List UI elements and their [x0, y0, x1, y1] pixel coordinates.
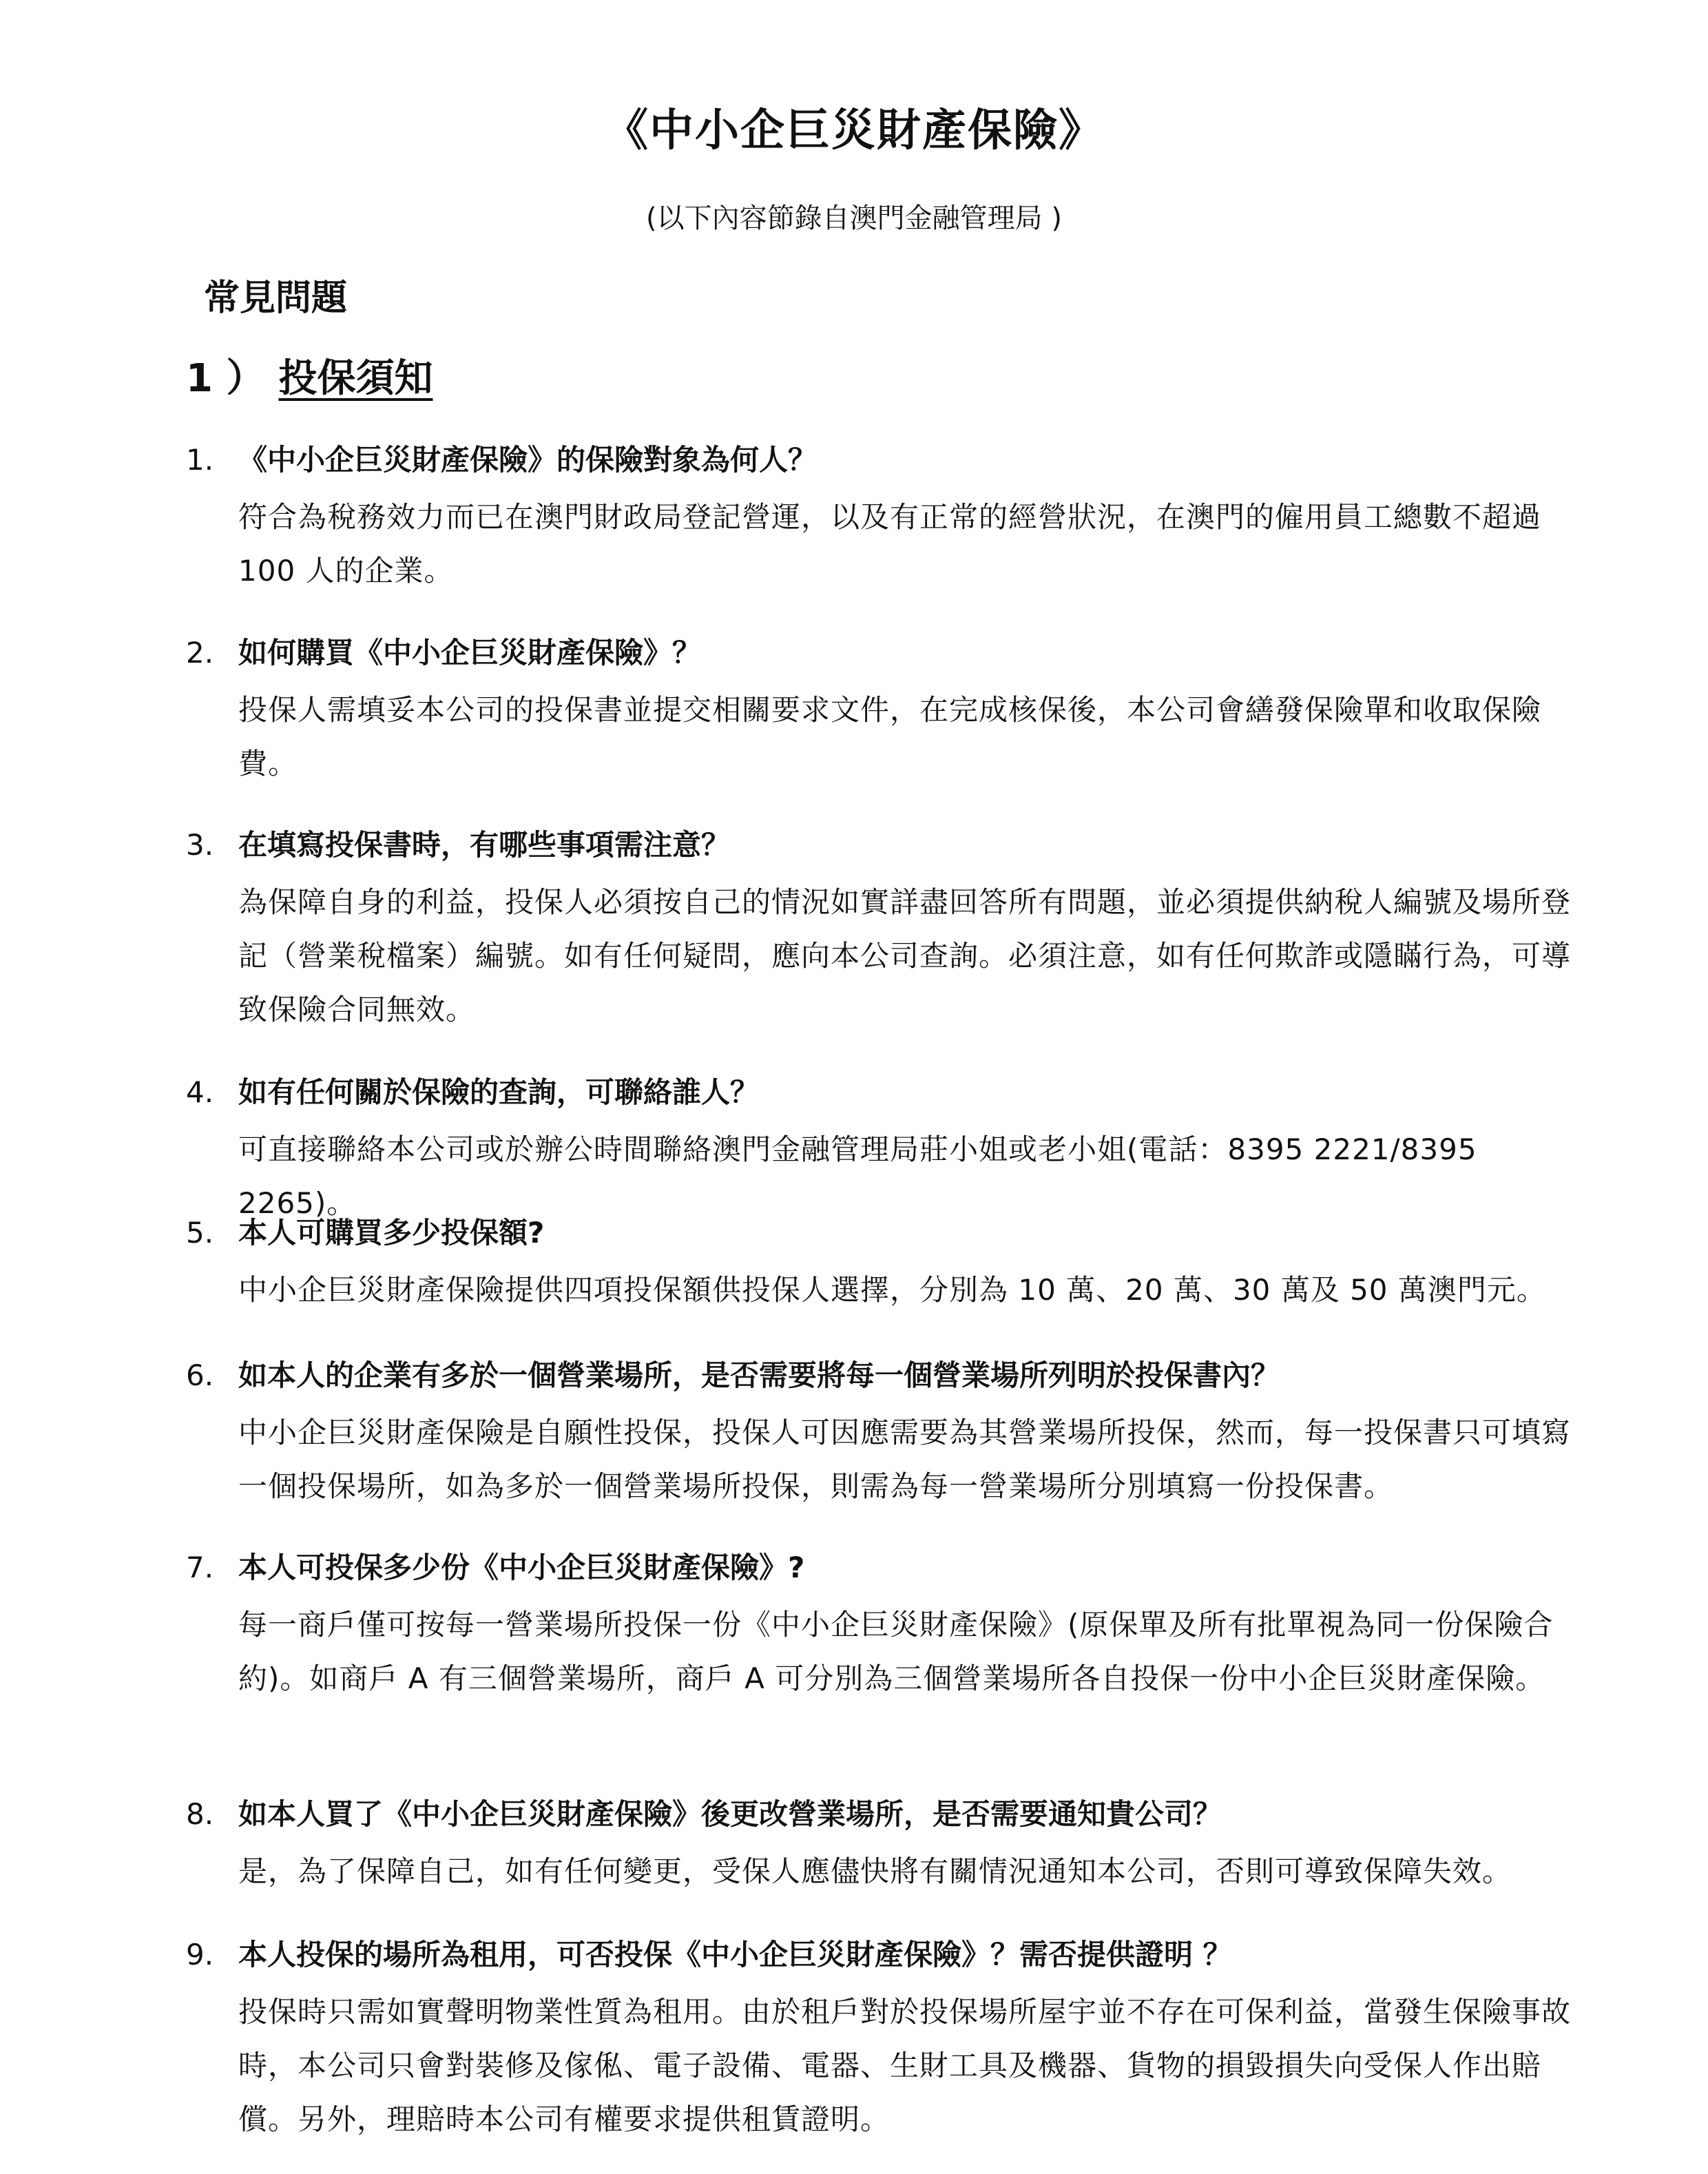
question-number: 2.	[186, 636, 214, 670]
qa-item-6	[186, 1355, 1591, 1513]
question-text: 本人可購買多少投保額?	[238, 1216, 545, 1250]
question-number: 9.	[186, 1938, 214, 1971]
question-number: 8.	[186, 1797, 214, 1831]
qa-item-1	[186, 439, 1591, 598]
question-text: 本人可投保多少份《中小企巨災財產保險》?	[238, 1551, 805, 1584]
question-number: 7.	[186, 1551, 214, 1584]
question	[186, 632, 1591, 674]
question-number: 1.	[186, 443, 214, 477]
document-title: 《中小企巨災財產保險》	[604, 105, 1104, 156]
question-text: 如本人買了《中小企巨災財產保險》後更改營業場所，是否需要通知貴公司？	[238, 1797, 1222, 1831]
question	[186, 825, 1591, 866]
question-text: 本人投保的場所為租用，可否投保《中小企巨災財產保險》？需否提供證明 ？	[238, 1938, 1232, 1971]
answer-text: 投保時只需如實聲明物業性質為租用。由於租戶對於投保場所屋宇並不存在可保利益，當發生保險事故時，本公司只會對裝修及傢俬、電子設備、電器、生財工具及機器、貨物的損毀損失向受保人作出賠償。另外，理賠時本公司有權要求提供租賃證明。	[238, 1995, 1572, 2136]
qa-item-8	[186, 1794, 1591, 1898]
question-text: 在填寫投保書時，有哪些事項需注意？	[238, 828, 731, 862]
question-text: 如本人的企業有多於一個營業場所，是否需要將每一個營業場所列明於投保書內？	[238, 1358, 1280, 1392]
qa-item-5	[186, 1212, 1591, 1317]
question	[186, 1547, 1591, 1588]
question-text: 《中小企巨災財產保險》的保險對象為何人？	[238, 443, 817, 477]
section-number: 1 ）	[186, 356, 265, 401]
answer-text: 投保人需填妥本公司的投保書並提交相關要求文件，在完成核保後，本公司會繕發保險單和收取保險費。	[238, 693, 1542, 780]
question-number: 5.	[186, 1216, 214, 1250]
section-heading	[186, 348, 433, 403]
qa-item-9	[186, 1934, 1591, 2146]
qa-item-3	[186, 825, 1591, 1037]
question	[186, 1212, 1591, 1254]
answer-text: 是，為了保障自己，如有任何變更，受保人應儘快將有關情況通知本公司，否則可導致保障失效。	[238, 1854, 1512, 1888]
document-subtitle: (以下內容節錄自澳門金融管理局 )	[646, 203, 1062, 234]
answer-text: 可直接聯絡本公司或於辦公時間聯絡澳門金融管理局莊小姐或老小姐(電話：8395 2221/8395 2265)。	[238, 1132, 1477, 1220]
question-text: 如何購買《中小企巨災財產保險》？	[238, 636, 702, 670]
answer-text: 中小企巨災財產保險是自願性投保，投保人可因應需要為其營業場所投保，然而，每一投保書只可填寫一個投保場所，如為多於一個營業場所投保，則需為每一營業場所分別填寫一份投保書。	[238, 1416, 1572, 1503]
question	[186, 439, 1591, 481]
question-text: 如有任何關於保險的查詢，可聯絡誰人？	[238, 1075, 760, 1109]
qa-item-2	[186, 632, 1591, 791]
faq-heading: 常見問題	[204, 278, 348, 319]
question-number: 6.	[186, 1358, 214, 1392]
question	[186, 1794, 1591, 1835]
question	[186, 1355, 1591, 1396]
question-number: 3.	[186, 828, 214, 862]
section-title: 投保須知	[278, 356, 433, 401]
question	[186, 1934, 1591, 1976]
qa-item-7	[186, 1547, 1591, 1706]
question	[186, 1072, 1591, 1113]
question-number: 4.	[186, 1075, 214, 1109]
answer-text: 為保障自身的利益，投保人必須按自己的情況如實詳盡回答所有問題，並必須提供納稅人編號及場所登記（營業稅檔案）編號。如有任何疑問，應向本公司查詢。必須注意，如有任何欺詐或隱瞞行為，可導致保險合同無效。	[238, 885, 1572, 1026]
qa-item-4	[186, 1072, 1591, 1230]
answer-text: 中小企巨災財產保險提供四項投保額供投保人選擇，分別為 10 萬、20 萬、30 萬及 50 萬澳門元。	[238, 1273, 1546, 1307]
answer-text: 符合為稅務效力而已在澳門財政局登記營運，以及有正常的經營狀況，在澳門的僱用員工總數不超過 100 人的企業。	[238, 500, 1542, 588]
answer-text: 每一商戶僅可按每一營業場所投保一份《中小企巨災財產保險》(原保單及所有批單視為同一份保險合約)。如商戶 A 有三個營業場所，商戶 A 可分別為三個營業場所各自投保一份中小企巨災財產保險。	[238, 1608, 1554, 1695]
